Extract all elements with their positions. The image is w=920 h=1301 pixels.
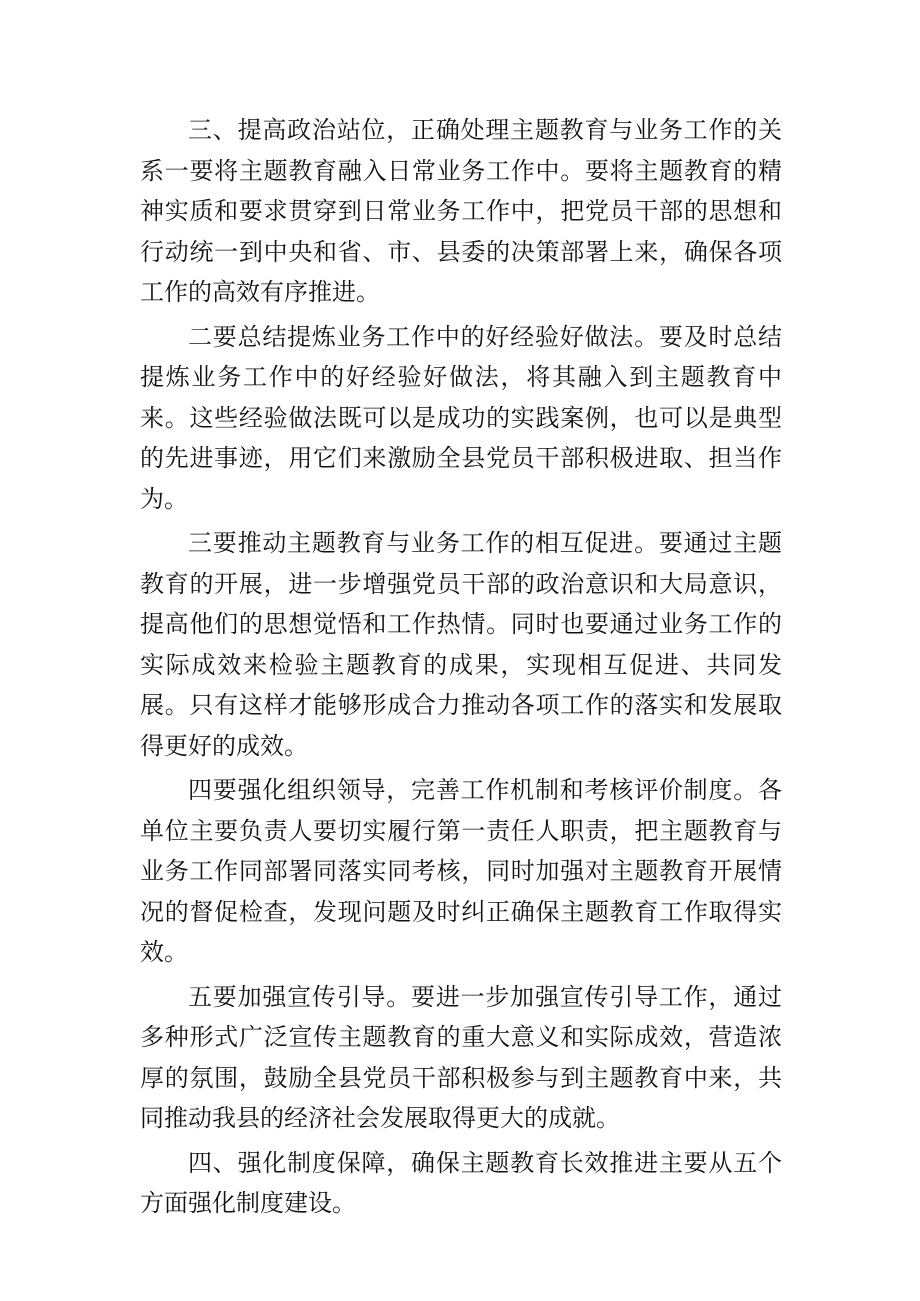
paragraph-item-two: 二要总结提炼业务工作中的好经验好做法。要及时总结提炼业务工作中的好经验好做法，将其融入到主题教育中来。这些经验做法既可以是成功的实践案例，也可以是典型的先进事迹，用它们来激励全县党员干部积极进取、担当作为。 <box>140 322 782 513</box>
paragraph-section-three-item-one: 三、提高政治站位，正确处理主题教育与业务工作的关系一要将主题教育融入日常业务工作中。要将主题教育的精神实质和要求贯穿到日常业务工作中，把党员干部的思想和行动统一到中央和省、市、县委的决策部署上来，确保各项工作的高效有序推进。 <box>140 116 782 306</box>
document-page <box>140 110 782 1228</box>
paragraph-item-three: 三要推动主题教育与业务工作的相互促进。要通过主题教育的开展，进一步增强党员干部的政治意识和大局意识，提高他们的思想觉悟和工作热情。同时也要通过业务工作的实际成效来检验主题教育的成果，实现相互促进、共同发展。只有这样才能够形成合力推动各项工作的落实和发展取得更好的成效。 <box>140 529 782 760</box>
paragraph-item-four: 四要强化组织领导，完善工作机制和考核评价制度。各单位主要负责人要切实履行第一责任人职责，把主题教育与业务工作同部署同落实同考核，同时加强对主题教育开展情况的督促检查，发现问题及时纠正确保主题教育工作取得实效。 <box>140 776 782 966</box>
paragraph-section-four: 四、强化制度保障，确保主题教育长效推进主要从五个方面强化制度建设。 <box>140 1148 782 1217</box>
paragraph-item-five: 五要加强宣传引导。要进一步加强宣传引导工作，通过多种形式广泛宣传主题教育的重大意义和实际成效，营造浓厚的氛围，鼓励全县党员干部积极参与到主题教育中来，共同推动我县的经济社会发展取得更大的成就。 <box>140 982 782 1132</box>
